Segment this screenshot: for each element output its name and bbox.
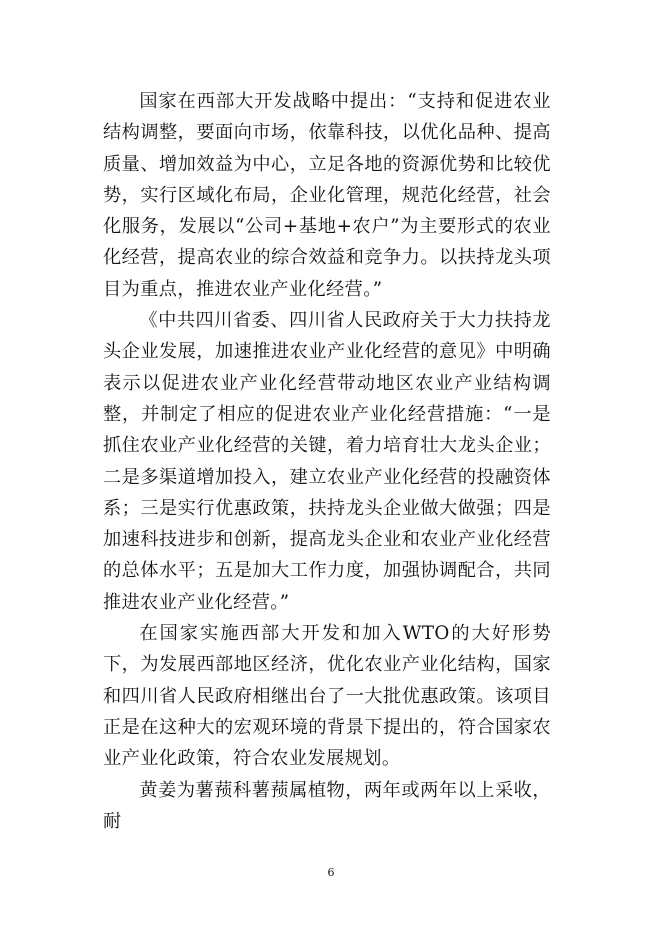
paragraph-sichuan-opinion: 《中共四川省委、四川省人民政府关于大力扶持龙头企业发展，加速推进农业产业化经营的意见》中明确表示以促进农业产业化经营带动地区农业产业结构调整，并制定了相应的促进农业产业化经营措施：“一是抓住农业产业化经营的关键，着力培育壮大龙头企业；二是多渠道增加投入，建立农业产业化经营的投融资体系；三是实行优惠政策，扶持龙头企业做大做强；四是加速科技进步和创新，提高龙头企业和农业产业化经营的总体水平；五是加大工作力度，加强协调配合，共同推进农业产业化经营。” xyxy=(103,310,551,613)
paragraph-policy-background: 在国家实施西部大开发和加入WTO的大好形势下，为发展西部地区经济，优化农业产业化结构，国家和四川省人民政府相继出台了一大批优惠政策。该项目正是在这种大的宏观环境的背景下提出的，符合国家农业产业化政策，符合农业发展规划。 xyxy=(103,623,551,770)
paragraph-yellow-ginger: 黄姜为薯蓣科薯蓣属植物，两年或两年以上采收，耐 xyxy=(103,779,551,832)
document-body xyxy=(103,86,551,837)
paragraph-western-development: 国家在西部大开发战略中提出：“支持和促进农业结构调整，要面向市场，依靠科技，以优化品种、提高质量、增加效益为中心，立足各地的资源优势和比较优势，实行区域化布局，企业化管理，规范化经营，社会化服务，发展以“公司+基地+农户”为主要形式的农业化经营，提高农业的综合效益和竞争力。以扶持龙头项目为重点，推进农业产业化经营。” xyxy=(103,91,551,300)
page-number: 6 xyxy=(327,866,335,879)
